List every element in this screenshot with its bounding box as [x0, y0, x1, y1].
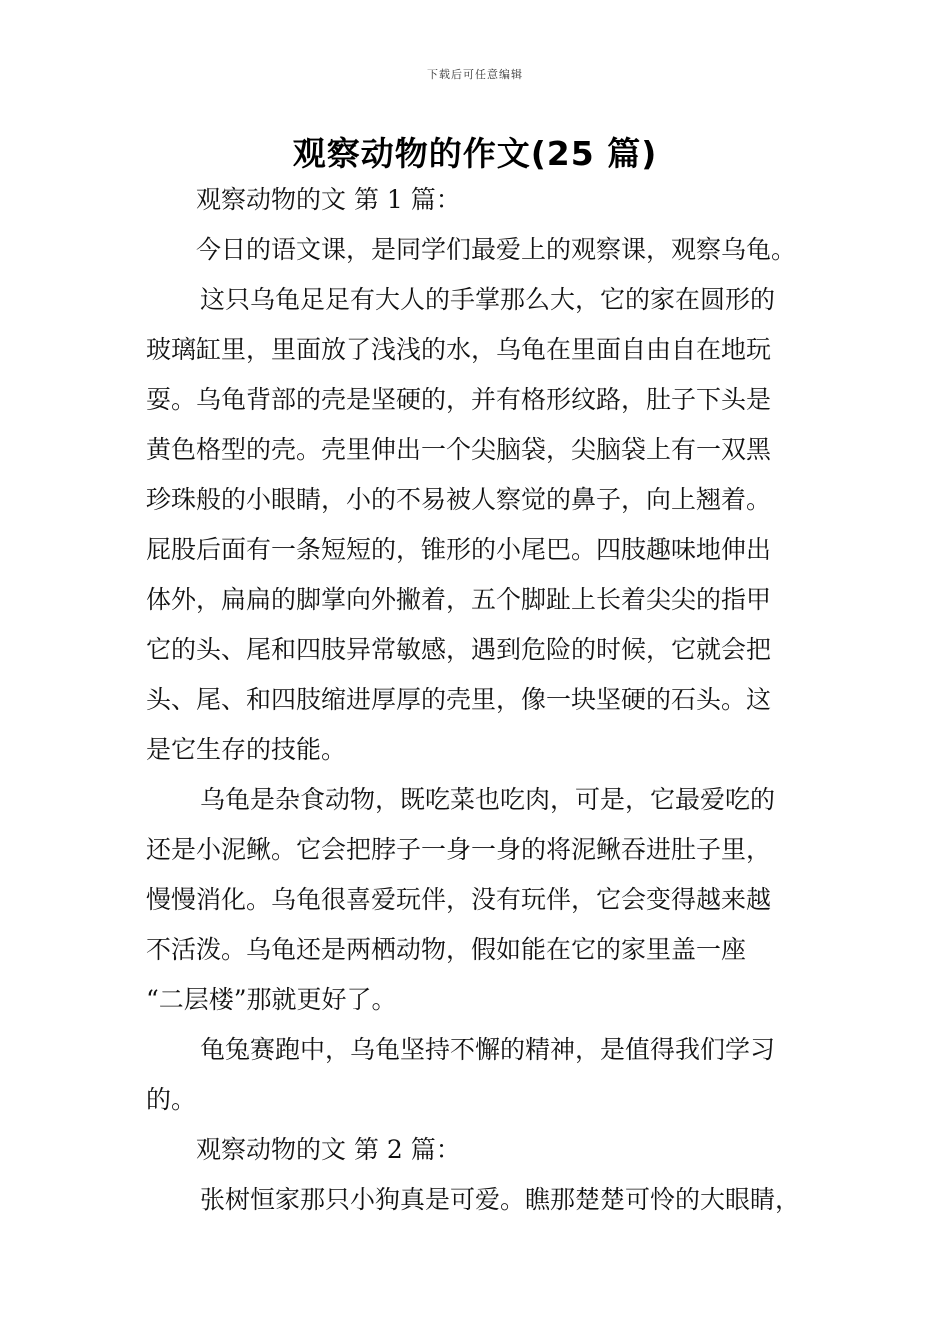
- text-line: 黄色格型的壳。壳里伸出一个尖脑袋，尖脑袋上有一双黑: [146, 435, 772, 464]
- text-line: 玻璃缸里，里面放了浅浅的水，乌龟在里面自由自在地玩: [146, 335, 772, 364]
- text-line: 是它生存的技能。: [146, 735, 347, 764]
- text-line: 体外，扁扁的脚掌向外撇着，五个脚趾上长着尖尖的指甲: [146, 585, 772, 614]
- text-line: 乌龟是杂食动物，既吃菜也吃肉，可是，它最爱吃的: [200, 785, 776, 814]
- section-heading-2: 观察动物的文 第 2 篇：: [196, 1135, 461, 1164]
- text-line: 慢慢消化。乌龟很喜爱玩伴，没有玩伴，它会变得越来越: [146, 885, 772, 914]
- text-line: 今日的语文课，是同学们最爱上的观察课，观察乌龟。: [196, 235, 797, 264]
- text-line: “二层楼”那就更好了。: [146, 985, 397, 1014]
- text-line: 这只乌龟足足有大人的手掌那么大，它的家在圆形的: [200, 285, 776, 314]
- text-line: 还是小泥鳅。它会把脖子一身一身的将泥鳅吞进肚子里，: [146, 835, 772, 864]
- document-title: 观察动物的作文(25 篇): [292, 134, 658, 173]
- text-line: 龟兔赛跑中，乌龟坚持不懈的精神，是值得我们学习: [200, 1035, 776, 1064]
- text-line: 头、尾、和四肢缩进厚厚的壳里，像一块坚硬的石头。这: [146, 685, 772, 714]
- text-line: 珍珠般的小眼睛，小的不易被人察觉的鼻子，向上翘着。: [146, 485, 772, 514]
- text-line: 耍。乌龟背部的壳是坚硬的，并有格形纹路，肚子下头是: [146, 385, 772, 414]
- text-line: 的。: [146, 1085, 197, 1114]
- section-heading-1: 观察动物的文 第 1 篇：: [196, 185, 461, 214]
- text-line: 它的头、尾和四肢异常敏感，遇到危险的时候，它就会把: [146, 635, 772, 664]
- text-line: 屁股后面有一条短短的，锥形的小尾巴。四肢趣味地伸出: [146, 535, 772, 564]
- text-line: 张树恒家那只小狗真是可爱。瞧那楚楚可怜的大眼睛，: [200, 1185, 801, 1214]
- text-line: 不活泼。乌龟还是两栖动物，假如能在它的家里盖一座: [146, 935, 747, 964]
- header-note: 下载后可任意编辑: [427, 68, 523, 81]
